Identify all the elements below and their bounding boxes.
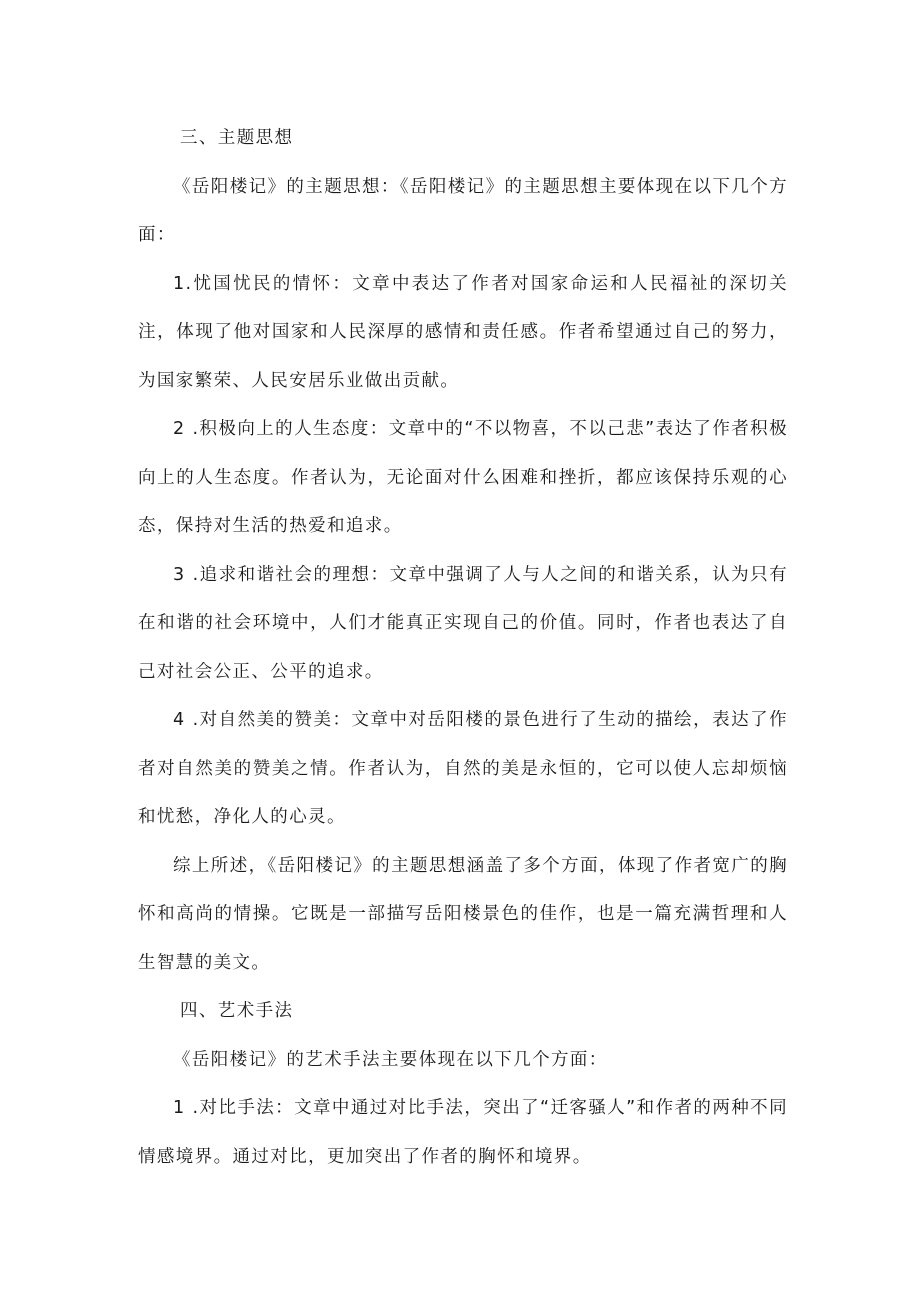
paragraph-art-point-1: 1 .对比手法：文章中通过对比手法，突出了“迁客骚人”和作者的两种不同情感境界。通过对比，更加突出了作者的胸怀和境界。 [138, 1098, 788, 1167]
section-heading-art: 四、艺术手法 [180, 1001, 294, 1021]
paragraph-theme-intro: 《岳阳楼记》的主题思想：《岳阳楼记》的主题思想主要体现在以下几个方面： [138, 176, 788, 245]
section-heading-theme: 三、主题思想 [180, 128, 294, 148]
paragraph-art-intro: 《岳阳楼记》的艺术手法主要体现在以下几个方面： [173, 1049, 608, 1070]
paragraph-theme-point-1: 1.忧国忧民的情怀：文章中表达了作者对国家命运和人民福祉的深切关注，体现了他对国家和人民深厚的感情和责任感。作者希望通过自己的努力，为国家繁荣、人民安居乐业做出贡献。 [138, 273, 788, 391]
paragraph-theme-point-4: 4 .对自然美的赞美：文章中对岳阳楼的景色进行了生动的描绘，表达了作者对自然美的赞美之情。作者认为，自然的美是永恒的，它可以使人忘却烦恼和忧愁，净化人的心灵。 [138, 710, 788, 827]
document-body [138, 114, 788, 1181]
paragraph-theme-point-3: 3 .追求和谐社会的理想：文章中强调了人与人之间的和谐关系，认为只有在和谐的社会环境中，人们才能真正实现自己的价值。同时，作者也表达了自己对社会公正、公平的追求。 [138, 564, 788, 682]
paragraph-theme-summary: 综上所述，《岳阳楼记》的主题思想涵盖了多个方面，体现了作者宽广的胸怀和高尚的情操。它既是一部描写岳阳楼景色的佳作，也是一篇充满哲理和人生智慧的美文。 [138, 855, 788, 973]
paragraph-theme-point-2: 2 .积极向上的人生态度：文章中的“不以物喜，不以己悲”表达了作者积极向上的人生态度。作者认为，无论面对什么困难和挫折，都应该保持乐观的心态，保持对生活的热爱和追求。 [138, 419, 788, 536]
